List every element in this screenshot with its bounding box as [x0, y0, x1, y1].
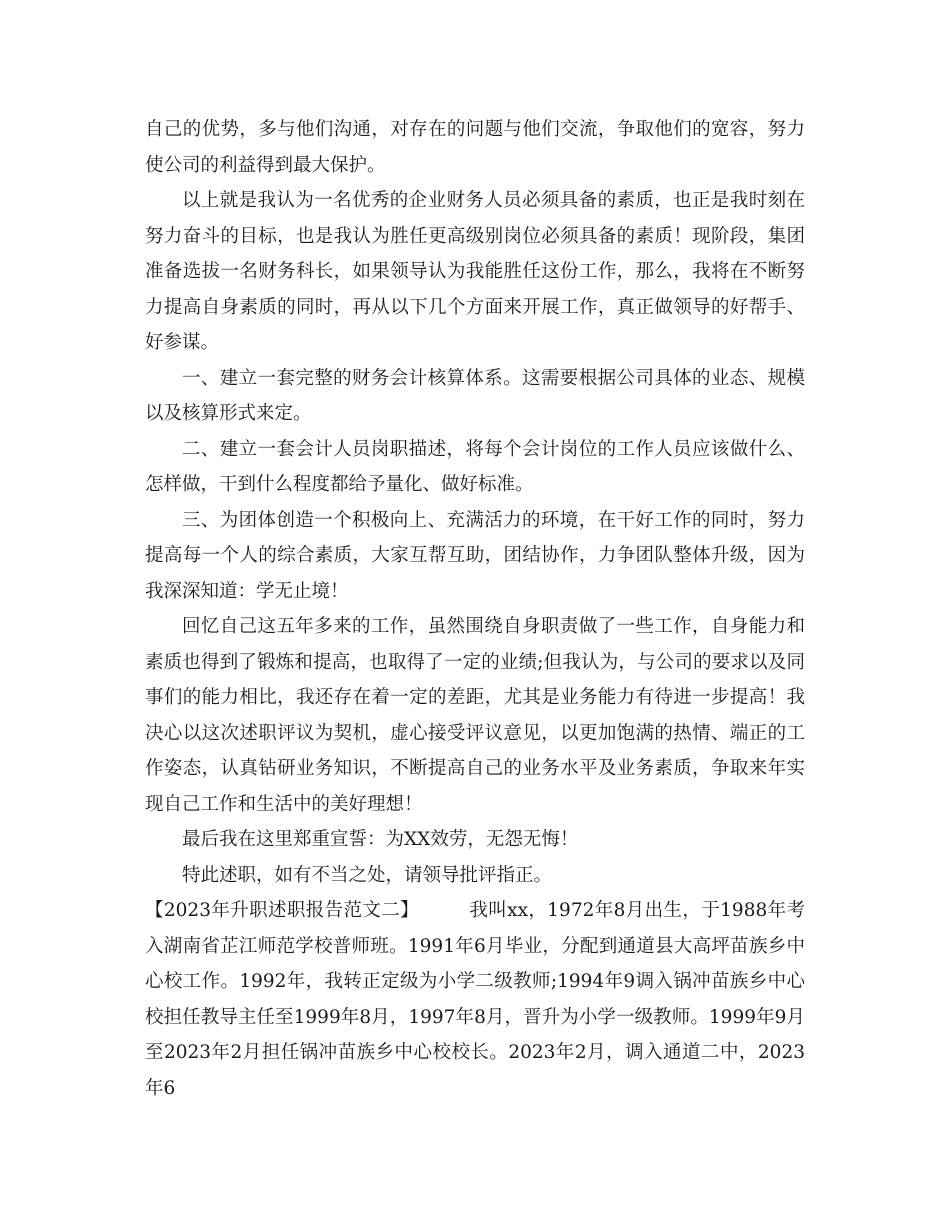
paragraph-pledge: 最后我在这里郑重宣誓：为XX效劳，无怨无悔！ [182, 829, 579, 850]
paragraph-section-two [145, 893, 805, 1106]
paragraph-closing: 特此述职，如有不当之处，请领导批评指正。 [182, 864, 553, 886]
paragraph-plan-three: 三、为团体创造一个积极向上、充满活力的环境，在干好工作的同时，努力提高每一个人的综合素质，大家互帮互助，团结协作，力争团队整体升级，因为我深深知道：学无止境！ [145, 509, 805, 602]
section-title: 【2023年升职述职报告范文二】 [145, 900, 420, 921]
section-body: 我叫xx，1972年8月出生，于1988年考入湖南省芷江师范学校普师班。1991年6月毕业，分配到通道县大高坪苗族乡中心校工作。1992年，我转正定级为小学二级教师;1994年9调入锅冲苗族乡中心校担任教导主任至1999年8月，1997年8月，晋升为小学一级教师。1999年9月至2023年2月担任锅冲苗族乡中心校校长。2023年2月，调入通道二中，2023年6 [145, 900, 805, 1099]
paragraph-review: 回忆自己这五年多来的工作，虽然围绕自身职责做了一些工作，自身能力和素质也得到了锻炼和提高，也取得了一定的业绩;但我认为，与公司的要求以及同事们的能力相比，我还存在着一定的差距，尤其是业务能力有待进一步提高！我决心以这次述职评议为契机，虚心接受评议意见，以更加饱满的热情、端正的工作姿态，认真钻研业务知识，不断提高自己的业务水平及业务素质，争取来年实现自己工作和生活中的美好理想！ [145, 616, 805, 815]
paragraph-plan-two: 二、建立一套会计人员岗职描述，将每个会计岗位的工作人员应该做什么、怎样做，干到什么程度都给予量化、做好标准。 [145, 438, 805, 495]
document-body [145, 112, 805, 1106]
paragraph-plan-one: 一、建立一套完整的财务会计核算体系。这需要根据公司具体的业态、规模以及核算形式来定。 [145, 367, 805, 424]
paragraph-qualities: 以上就是我认为一名优秀的企业财务人员必须具备的素质，也正是我时刻在努力奋斗的目标，也是我认为胜任更高级别岗位必须具备的素质！现阶段，集团准备选拔一名财务科长，如果领导认为我能胜任这份工作，那么，我将在不断努力提高自身素质的同时，再从以下几个方面来开展工作，真正做领导的好帮手、好参谋。 [145, 190, 805, 353]
paragraph-continuation: 自己的优势，多与他们沟通，对存在的问题与他们交流，争取他们的宽容，努力使公司的利益得到最大保护。 [145, 119, 805, 176]
